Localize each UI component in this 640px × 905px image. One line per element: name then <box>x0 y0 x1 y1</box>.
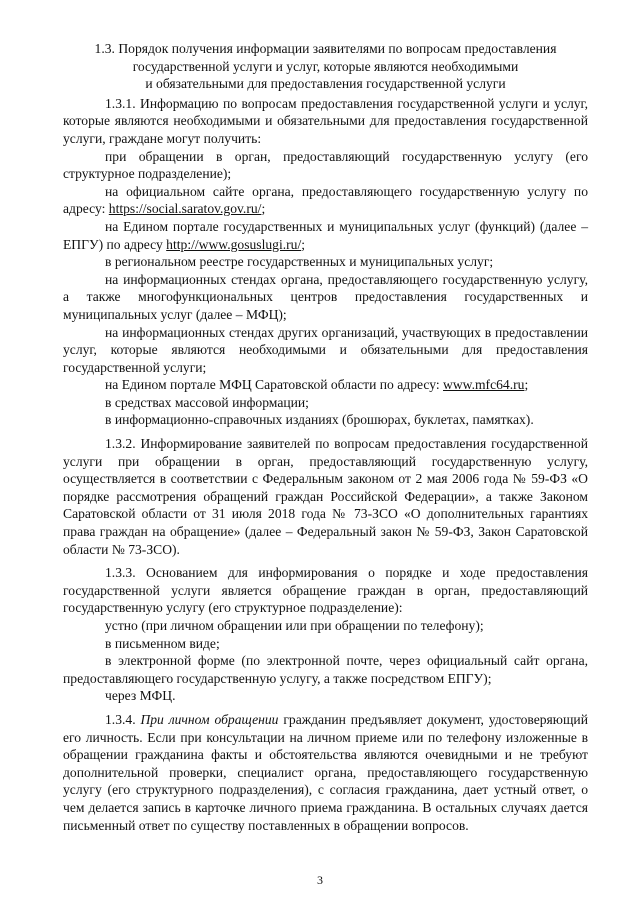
paragraph-1-3-2: 1.3.2. Информирование заявителей по вопросам предоставления государственной услуги при обращении в орган, предоставляющий государственную услугу, осуществляется в соответствии с Федеральным законом от 2 мая 2006 года № 59-ФЗ «О порядке рассмотрения обращений граждан Российской Федерации», а также Законом Саратовской области от 31 июля 2018 года № 73-ЗСО «О дополнительных гарантиях права граждан на обращение» (далее – Федеральный закон № 59-ФЗ, Закон Саратовской области № 73-ЗСО). <box>63 436 588 557</box>
list-item-written: в письменном виде; <box>105 635 220 651</box>
text-run: гражданин предъявляет документ, удостоверяющий его личность. Если при консультации на личном приеме или по телефону изложенные в обращении гражданина факты и обстоятельства являются очевидными и не требуют дополнительной проверки, специалист органа, предоставляющего государственную услугу (его структурного подразделения), с согласия гражданина, дает устный ответ, о чем делается запись в карточке личного приема гражданина. В остальных случаях дается письменный ответ по существу поставленных в обращении вопросов. <box>63 711 588 833</box>
italic-phrase: При личном обращении <box>140 711 279 727</box>
list-item-mass-media: в средствах массовой информации; <box>105 394 309 410</box>
heading-line: и обязательными для предоставления государственной услуги <box>145 76 506 92</box>
list-item-via-mfc: через МФЦ. <box>105 688 176 704</box>
list-item-info-stands: на информационных стендах органа, предоставляющего государственную услугу, а также многофункциональных центров предоставления государственных и муниципальных услуг (далее – МФЦ); <box>63 271 588 322</box>
text-run: 1.3.4. <box>105 711 141 727</box>
paragraph-1-3-3-intro: 1.3.3. Основанием для информирования о порядке и ходе предоставления государственной услуги является обращение граждан в орган, предоставляющий государственную услугу (его структурное подразделение): <box>63 565 588 616</box>
list-item-oral: устно (при личном обращении или при обращении по телефону); <box>105 618 484 633</box>
text-run: ; <box>301 236 306 252</box>
page-number: 3 <box>317 873 323 887</box>
paragraph-1-3-4 <box>63 711 588 834</box>
heading-line: государственной услуги и услуг, которые являются необходимыми <box>132 58 519 74</box>
text-run: на Едином портале государственных и муниципальных услуг (функций) (далее – ЕПГУ) по адресу <box>63 218 588 252</box>
link-mfc64[interactable]: www.mfc64.ru <box>443 377 525 393</box>
text-run: на Едином портале МФЦ Саратовской области по адресу: <box>105 377 444 393</box>
text-run: ; <box>261 201 266 217</box>
section-heading <box>63 40 588 93</box>
list-item-other-orgs: на информационных стендах других организаций, участвующих в предоставлении услуг, которые являются необходимыми и обязательными для предоставления государственной услуги; <box>63 324 588 375</box>
list-item-official-site <box>63 183 588 218</box>
list-item-regional-registry: в региональном реестре государственных и муниципальных услуг; <box>105 254 494 270</box>
list-item-mfc-portal <box>63 376 588 394</box>
link-gosuslugi[interactable]: http://www.gosuslugi.ru/ <box>166 236 302 252</box>
list-item-organ: при обращении в орган, предоставляющий государственную услугу (его структурное подразделение); <box>63 148 588 182</box>
heading-line: 1.3. Порядок получения информации заявителями по вопросам предоставления <box>94 41 557 56</box>
list-item-reference-publications: в информационно-справочных изданиях (брошюрах, буклетах, памятках). <box>105 412 534 428</box>
list-item-epgu <box>63 218 588 253</box>
paragraph-1-3-1-intro: 1.3.1. Информацию по вопросам предоставления государственной услуги и услуг, которые являются необходимыми и обязательными для предоставления государственной услуги, граждане могут получить: <box>63 95 588 146</box>
text-run: на официальном сайте органа, предоставляющего государственную услугу по адресу: <box>63 183 588 217</box>
text-run: ; <box>524 377 529 393</box>
list-item-electronic: в электронной форме (по электронной почте, через официальный сайт органа, предоставляющего государственную услугу, а также посредством ЕПГУ); <box>63 653 588 686</box>
link-social-saratov[interactable]: https://social.saratov.gov.ru/ <box>108 201 262 217</box>
